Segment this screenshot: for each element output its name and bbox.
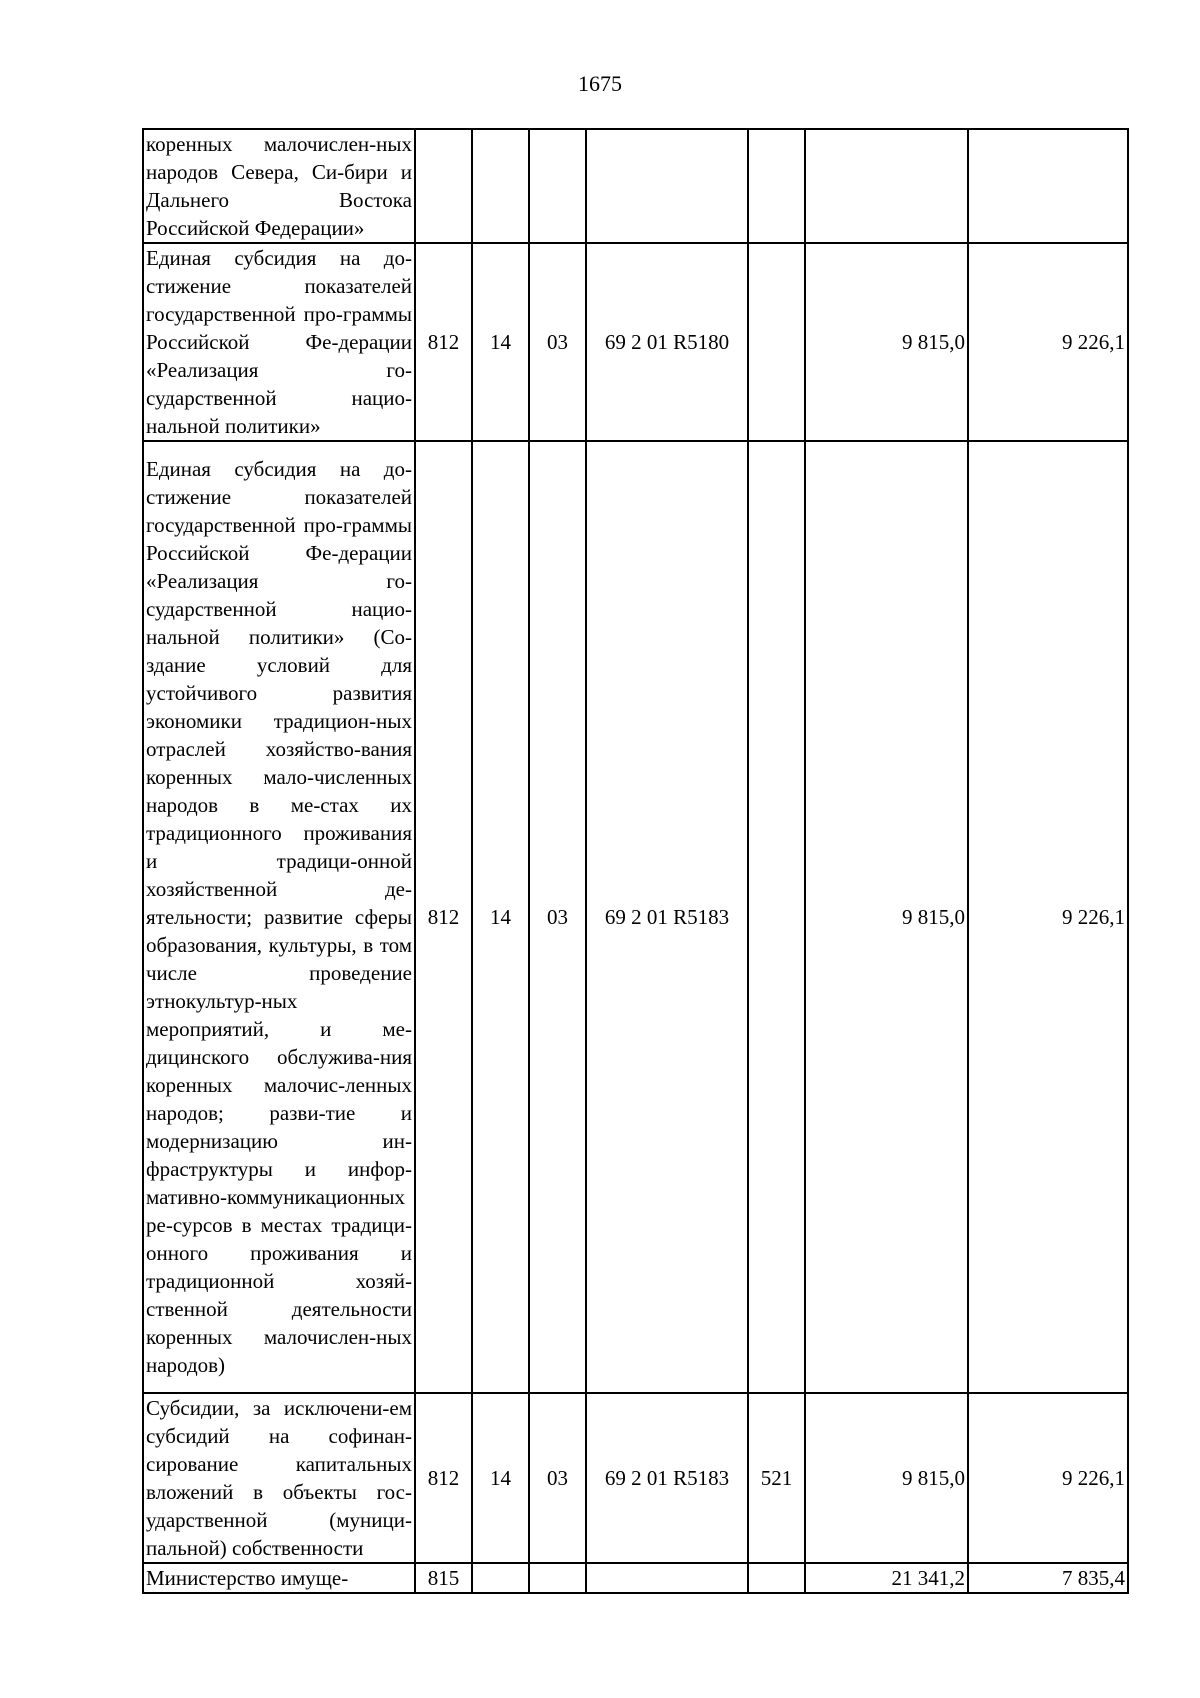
target-article-cell: 69 2 01 R5183 — [586, 441, 748, 1393]
table-row — [143, 129, 1128, 243]
ministry-code-cell: 812 — [415, 243, 472, 441]
ministry-code-cell: 812 — [415, 441, 472, 1393]
expense-type-cell — [748, 243, 805, 441]
subsection-code-cell — [529, 1563, 586, 1593]
subsection-code-cell: 03 — [529, 441, 586, 1393]
amount-second-cell: 9 226,1 — [968, 441, 1128, 1393]
target-article-cell — [586, 129, 748, 243]
target-article-cell: 69 2 01 R5180 — [586, 243, 748, 441]
subsection-code-cell: 03 — [529, 243, 586, 441]
ministry-code-cell — [415, 129, 472, 243]
amount-second-cell: 9 226,1 — [968, 243, 1128, 441]
ministry-code-cell: 812 — [415, 1393, 472, 1563]
table-row — [143, 1393, 1128, 1563]
table-row — [143, 243, 1128, 441]
row-name-cell: коренных малочислен-ных народов Севера, Си-бири и Дальнего Востока Российской Федерации» — [143, 129, 415, 243]
amount-second-cell: 7 835,4 — [968, 1563, 1128, 1593]
amount-first-cell — [805, 129, 968, 243]
table-row — [143, 441, 1128, 1393]
amount-first-cell: 9 815,0 — [805, 243, 968, 441]
subsection-code-cell — [529, 129, 586, 243]
expense-type-cell — [748, 1563, 805, 1593]
row-name-cell: Единая субсидия на до-стижение показателей государственной про-граммы Российской Фе-дерации «Реализация го-сударственной нацио-нальной политики» (Со-здание условий для устойчивого развития экономики традицион-ных отраслей хозяйство-вания коренных мало-численных народов в ме-стах их традиционного проживания и традици-онной хозяйственной де-ятельности; развитие сферы образования, культуры, в том числе проведение этнокультур-ных мероприятий, и ме-дицинского обслужива-ния коренных малочис-ленных народов; разви-тие и модернизацию ин-фраструктуры и инфор-мативно-коммуникационных ре-сурсов в местах традици-онного проживания и традиционной хозяй-ственной деятельности коренных малочислен-ных народов) — [143, 441, 415, 1393]
budget-table — [142, 128, 1129, 1594]
amount-first-cell: 9 815,0 — [805, 1393, 968, 1563]
amount-first-cell: 9 815,0 — [805, 441, 968, 1393]
section-code-cell: 14 — [472, 441, 529, 1393]
row-name-cell: Единая субсидия на до-стижение показателей государственной про-граммы Российской Фе-дерации «Реализация го-сударственной нацио-нальной политики» — [143, 243, 415, 441]
ministry-code-cell: 815 — [415, 1563, 472, 1593]
table-row — [143, 1563, 1128, 1593]
amount-first-cell: 21 341,2 — [805, 1563, 968, 1593]
expense-type-cell: 521 — [748, 1393, 805, 1563]
expense-type-cell — [748, 441, 805, 1393]
page-number: 1675 — [578, 71, 622, 96]
subsection-code-cell: 03 — [529, 1393, 586, 1563]
row-name-cell: Министерство имуще- — [143, 1563, 415, 1593]
section-code-cell: 14 — [472, 243, 529, 441]
amount-second-cell: 9 226,1 — [968, 1393, 1128, 1563]
row-name-cell: Субсидии, за исключени-ем субсидий на софинан-сирование капитальных вложений в объекты гос-ударственной (муници-пальной) собственности — [143, 1393, 415, 1563]
target-article-cell: 69 2 01 R5183 — [586, 1393, 748, 1563]
target-article-cell — [586, 1563, 748, 1593]
section-code-cell: 14 — [472, 1393, 529, 1563]
section-code-cell — [472, 129, 529, 243]
section-code-cell — [472, 1563, 529, 1593]
expense-type-cell — [748, 129, 805, 243]
amount-second-cell — [968, 129, 1128, 243]
